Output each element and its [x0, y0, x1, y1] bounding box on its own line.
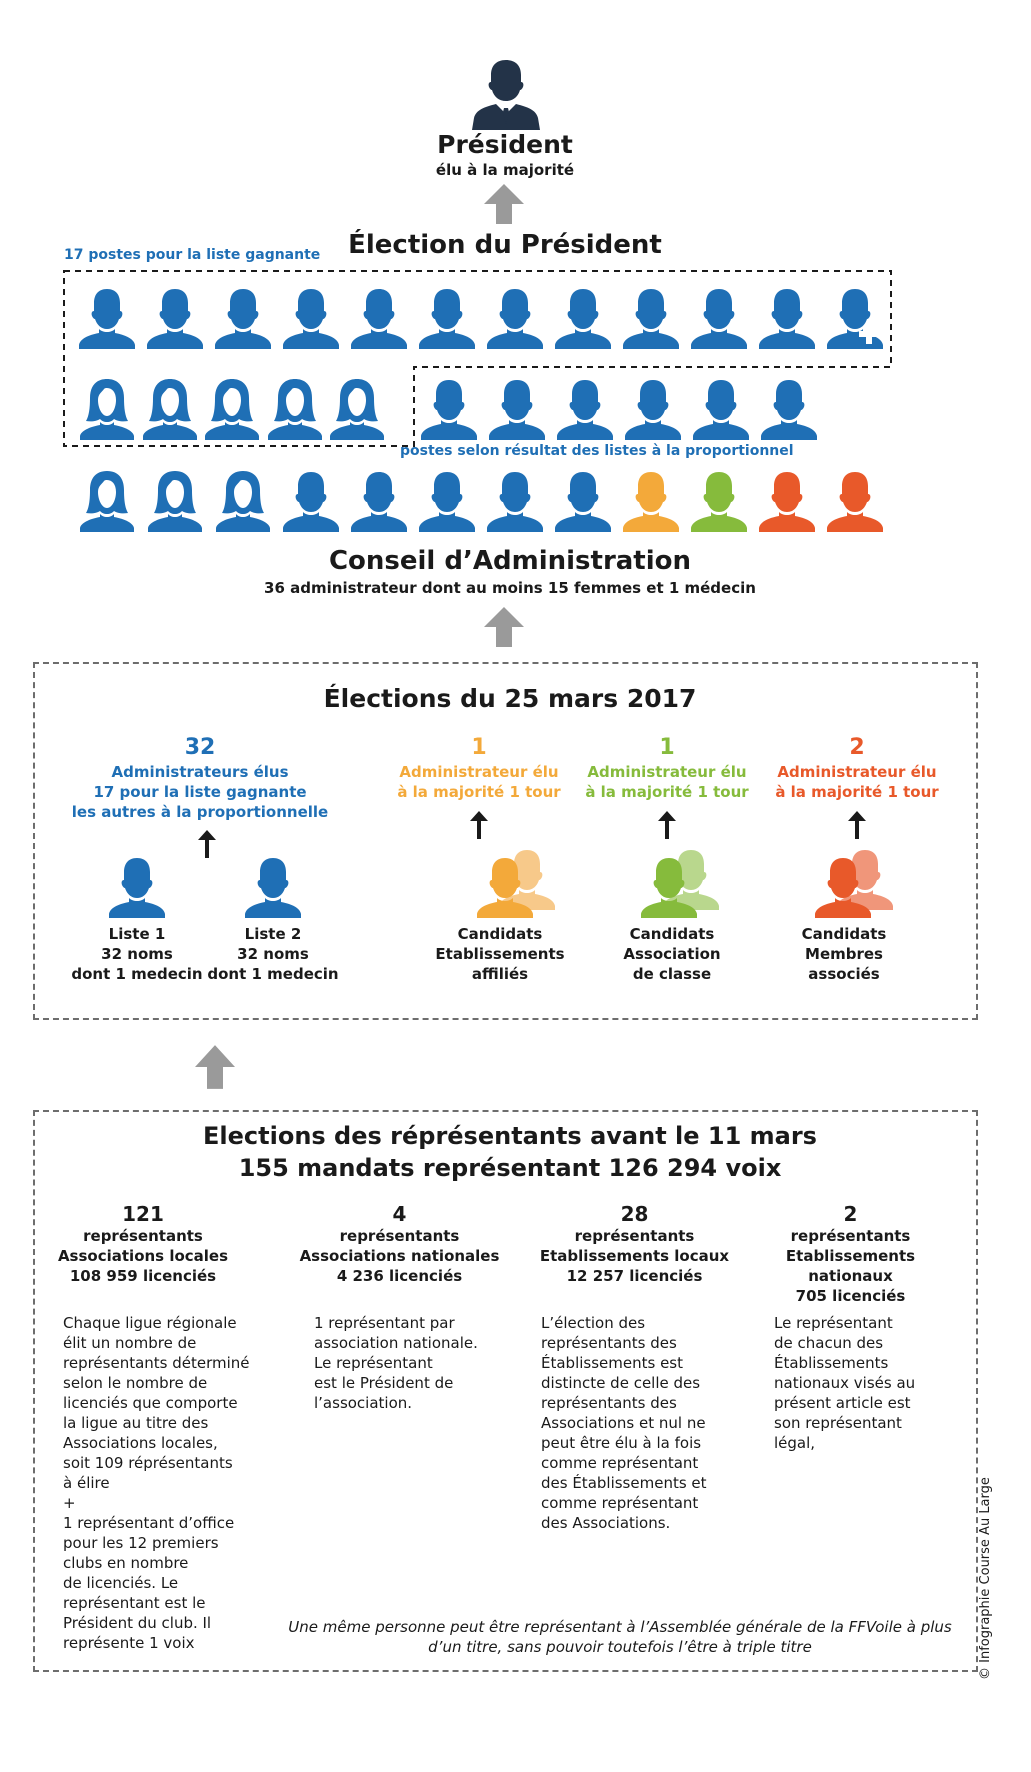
rep-body-line: Le représentant [774, 1314, 893, 1332]
council-seat-orange-icon [824, 468, 886, 532]
rep-body-line: clubs en nombre [63, 1554, 189, 1572]
rep-head-number: 4 [392, 1202, 407, 1226]
rep-body-line: Établissements [774, 1354, 889, 1372]
rep-body-line: l’association. [314, 1394, 413, 1412]
candidate-label-affiliates [420, 924, 580, 984]
rep-body-national-associations [314, 1313, 529, 1413]
rep-head-line: représentants [790, 1227, 911, 1245]
rep-head-line: 12 257 licenciés [566, 1267, 703, 1285]
candidate-label-line: Candidats [629, 925, 715, 943]
column-head-line: Administrateur élu [777, 763, 937, 781]
rep-body-line: peut être élu à la fois [541, 1434, 702, 1452]
rep-body-line: association nationale. [314, 1334, 478, 1352]
council-seat-male-icon [484, 468, 546, 532]
candidate-label-line: de classe [632, 965, 712, 983]
council-seat-male-icon [622, 376, 684, 440]
council-seat-male-icon [688, 285, 750, 349]
rep-head-line: Associations nationales [299, 1247, 500, 1265]
rep-head-national-associations [292, 1202, 507, 1286]
rep-body-line: son représentant [774, 1414, 902, 1432]
council-seat-green-icon [688, 468, 750, 532]
president-subtitle: élu à la majorité [435, 161, 575, 179]
rep-body-line: la ligue au titre des [63, 1414, 209, 1432]
arrow-up-icon [653, 810, 681, 840]
rep-body-line: légal, [774, 1434, 816, 1452]
rep-body-line: pour les 12 premiers [63, 1534, 219, 1552]
council-seat-female-icon [212, 468, 274, 532]
arrow-up-icon [482, 182, 526, 226]
businessman-icon [468, 58, 544, 130]
rep-head-number: 121 [122, 1202, 164, 1226]
rep-body-line: selon le nombre de [63, 1374, 208, 1392]
rep-body-line: est le Président de [314, 1374, 454, 1392]
arrow-up-icon [843, 810, 871, 840]
council-seat-female-icon [264, 376, 326, 440]
rep-body-line: représente 1 voix [63, 1634, 195, 1652]
footnote [270, 1617, 970, 1657]
council-seat-male-icon [620, 285, 682, 349]
rep-head-local-establishments [527, 1202, 742, 1286]
column-head-class-association [572, 734, 762, 802]
candidate-label-line: Association [623, 945, 721, 963]
rep-body-line: 1 représentant par [314, 1314, 455, 1332]
rep-body-line: Établissements est [541, 1354, 684, 1372]
candidate-label-associate-members [764, 924, 924, 984]
rep-body-line: Associations et nul ne [541, 1414, 706, 1432]
candidate-label-line: Membres [805, 945, 883, 963]
rep-head-number: 2 [843, 1202, 858, 1226]
rep-body-line: représentants des [541, 1334, 677, 1352]
footnote-line: d’un titre, sans pouvoir toutefois l’être à triple titre [428, 1638, 812, 1656]
candidate-label-line: Liste 1 [108, 925, 166, 943]
conseil-title: Conseil d’Administration [328, 546, 692, 576]
rep-body-line: + [63, 1494, 76, 1512]
rep-head-line: représentants [574, 1227, 695, 1245]
rep-head-line: représentants [339, 1227, 460, 1245]
rep-body-line: de chacun des [774, 1334, 884, 1352]
candidate-label-line: 32 noms [101, 945, 173, 963]
rep-body-line: représentants des [541, 1394, 677, 1412]
candidate-label-line: Candidats [801, 925, 887, 943]
council-seat-male-icon [280, 285, 342, 349]
council-seat-male-icon [212, 285, 274, 349]
council-seat-male-icon [484, 285, 546, 349]
council-seat-male-icon [418, 376, 480, 440]
candidate-label-line: associés [808, 965, 880, 983]
candidates-group-orange-icon [812, 846, 896, 918]
rep-head-local-associations [48, 1202, 238, 1286]
rep-head-line: Etablissements nationaux [785, 1247, 916, 1285]
council-seat-male-icon [758, 376, 820, 440]
rep-body-line: licenciés que comporte [63, 1394, 238, 1412]
rep-body-line: représentant est le [63, 1594, 206, 1612]
arrow-up-icon [465, 810, 493, 840]
rep-body-line: distincte de celle des [541, 1374, 701, 1392]
council-seat-male-icon [416, 468, 478, 532]
rep-head-line: Associations locales [57, 1247, 229, 1265]
candidates-group-green-icon [638, 846, 722, 918]
rep-body-line: présent article est [774, 1394, 911, 1412]
council-seat-female-icon [139, 376, 201, 440]
council-seat-male-icon [76, 285, 138, 349]
rep-body-local-establishments [541, 1313, 756, 1533]
rep-body-line: L’élection des [541, 1314, 646, 1332]
candidate-list1-icon [106, 854, 168, 918]
representatives-title-line: 155 mandats représentant 126 294 voix [238, 1154, 782, 1182]
council-seat-male-icon [552, 285, 614, 349]
column-head-number: 2 [849, 735, 865, 760]
council-seat-female-icon [76, 376, 138, 440]
council-seat-male-icon [348, 285, 410, 349]
column-head-line: Administrateur élu [587, 763, 747, 781]
column-head-lists [60, 734, 340, 822]
council-seat-male-icon [348, 468, 410, 532]
president-title: Président [437, 130, 573, 159]
footnote-line: Une même personne peut être représentant à l’Assemblée générale de la FFVoile à plus [288, 1618, 952, 1636]
candidate-label-line: 32 noms [237, 945, 309, 963]
rep-body-line: élit un nombre de [63, 1334, 197, 1352]
rep-body-line: comme représentant [541, 1454, 699, 1472]
rep-head-line: 4 236 licenciés [336, 1267, 463, 1285]
arrow-up-icon [193, 1043, 237, 1091]
arrow-up-icon [193, 829, 221, 859]
council-seat-orange-icon [756, 468, 818, 532]
candidate-label-list2 [198, 924, 348, 984]
column-head-affiliates [384, 734, 574, 802]
column-head-line: à la majorité 1 tour [397, 783, 561, 801]
rep-body-line: 1 représentant d’office [63, 1514, 235, 1532]
candidate-label-class-association [592, 924, 752, 984]
council-seat-male-icon [690, 376, 752, 440]
council-seat-male-icon [416, 285, 478, 349]
council-seat-female-icon [144, 468, 206, 532]
candidate-label-line: affiliés [471, 965, 529, 983]
council-seat-male-icon [554, 376, 616, 440]
candidate-label-line: dont 1 medecin [71, 965, 203, 983]
conseil-subtitle: 36 administrateur dont au moins 15 femmes et 1 médecin [264, 579, 756, 597]
council-seat-male-icon [486, 376, 548, 440]
rep-body-line: Chaque ligue régionale [63, 1314, 237, 1332]
credit: © Infographie Course Au Large [978, 1477, 993, 1680]
council-seat-female-icon [326, 376, 388, 440]
election-president-title: Élection du Président [348, 230, 662, 260]
proportional-label: postes selon résultat des listes à la proportionnel [400, 443, 794, 459]
representatives-title-line: Elections des réprésentants avant le 11 mars [203, 1122, 817, 1150]
column-head-line: à la majorité 1 tour [775, 783, 939, 801]
candidate-label-line: dont 1 medecin [207, 965, 339, 983]
rep-head-line: Etablissements locaux [539, 1247, 730, 1265]
column-head-number: 1 [471, 735, 487, 760]
rep-head-line: 108 959 licenciés [69, 1267, 217, 1285]
column-head-line: à la majorité 1 tour [585, 783, 749, 801]
rep-head-line: représentants [83, 1227, 203, 1245]
column-head-line: Administrateur élu [399, 763, 559, 781]
rep-body-line: soit 109 réprésentants [63, 1454, 233, 1472]
rep-body-line: nationaux visés au [774, 1374, 916, 1392]
rep-body-line: représentants déterminé [63, 1354, 250, 1372]
candidate-list2-icon [242, 854, 304, 918]
rep-body-local-associations [63, 1313, 288, 1653]
council-seat-yellow-icon [620, 468, 682, 532]
rep-body-national-establishments [774, 1313, 974, 1453]
candidate-label-line: Candidats [457, 925, 543, 943]
rep-head-national-establishments [743, 1202, 958, 1306]
candidate-label-list1 [62, 924, 212, 984]
rep-body-line: Le représentant [314, 1354, 433, 1372]
rep-body-line: des Associations. [541, 1514, 671, 1532]
council-seat-male-icon [552, 468, 614, 532]
column-head-line: Administrateurs élus [111, 763, 289, 781]
elections-march-title: Élections du 25 mars 2017 [323, 684, 697, 713]
representatives-title [120, 1120, 900, 1184]
rep-head-number: 28 [620, 1202, 649, 1226]
council-seat-medic-icon [824, 285, 886, 349]
rep-body-line: comme représentant [541, 1494, 699, 1512]
council-seat-male-icon [756, 285, 818, 349]
column-head-line: 17 pour la liste gagnante [93, 783, 307, 801]
arrow-up-icon [482, 605, 526, 649]
candidate-label-line: Etablissements [435, 945, 565, 963]
rep-body-line: Président du club. Il [63, 1614, 212, 1632]
council-seat-female-icon [76, 468, 138, 532]
winning-list-label: 17 postes pour la liste gagnante [64, 247, 321, 263]
rep-body-line: à élire [63, 1474, 110, 1492]
candidates-group-yellow-icon [474, 846, 558, 918]
rep-body-line: des Établissements et [541, 1474, 707, 1492]
council-seat-male-icon [280, 468, 342, 532]
candidate-label-line: Liste 2 [244, 925, 302, 943]
column-head-number: 32 [184, 735, 216, 760]
column-head-associate-members [762, 734, 952, 802]
council-seat-male-icon [144, 285, 206, 349]
column-head-line: les autres à la proportionnelle [71, 803, 329, 821]
column-head-number: 1 [659, 735, 675, 760]
rep-body-line: de licenciés. Le [63, 1574, 179, 1592]
rep-head-line: 705 licenciés [795, 1287, 906, 1305]
rep-body-line: Associations locales, [63, 1434, 218, 1452]
council-seat-female-icon [201, 376, 263, 440]
